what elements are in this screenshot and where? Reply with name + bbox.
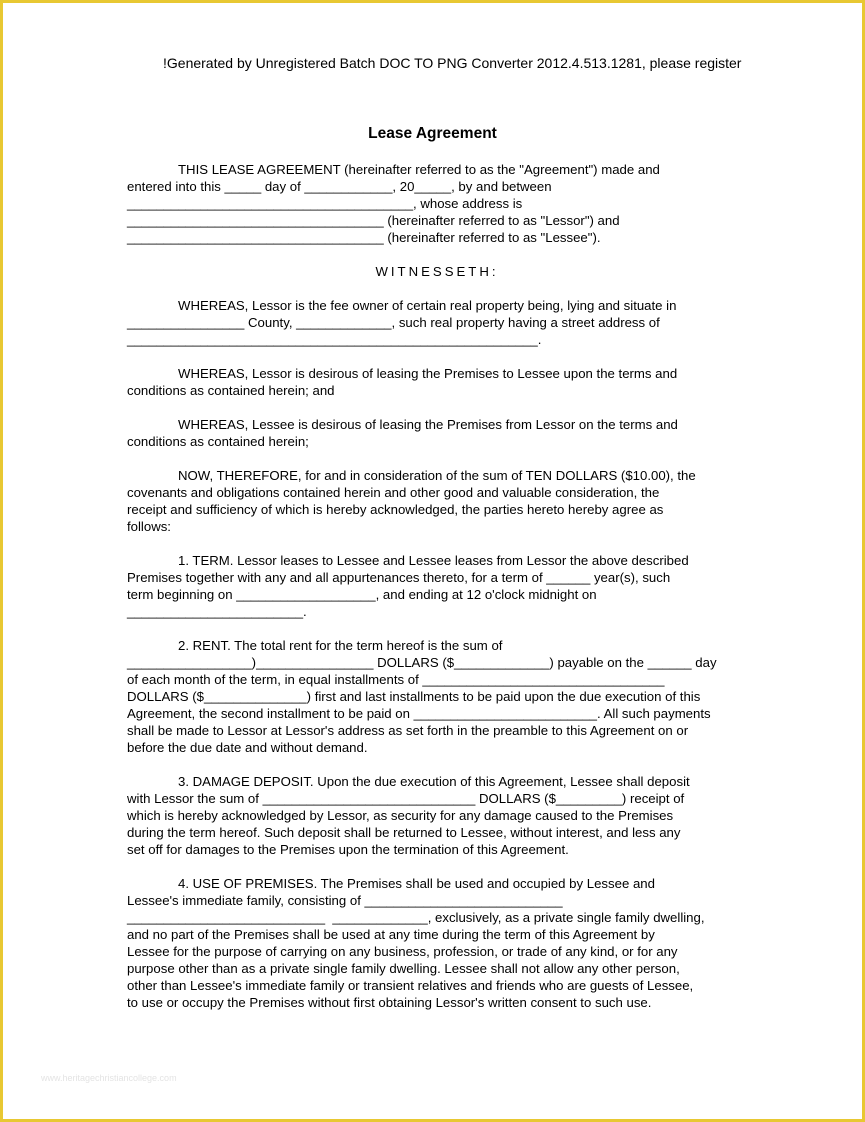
text-line: ___________________________________ (hereinafter referred to as "Lessor") and [127,213,620,228]
text-line: Lessee's immediate family, consisting of ___________________________ [127,893,563,908]
text-line: to use or occupy the Premises without first obtaining Lessor's written consent to such use. [127,995,652,1010]
text-line: conditions as contained herein; [127,434,309,449]
text-line: DOLLARS ($______________) first and last installments to be paid upon the due execution of this [127,689,701,704]
whereas-owner-paragraph [127,297,747,348]
text-line: covenants and obligations contained herein and other good and valuable consideration, the [127,485,660,500]
text-line: 2. RENT. The total rent for the term hereof is the sum of [178,638,503,653]
text-line: Agreement, the second installment to be paid on _________________________. All such payments [127,706,711,721]
whereas-lessor-paragraph [127,365,747,399]
now-therefore-paragraph [127,467,747,535]
text-line: WHEREAS, Lessor is desirous of leasing the Premises to Lessee upon the terms and [178,366,678,381]
text-line: and no part of the Premises shall be used at any time during the term of this Agreement by [127,927,655,942]
text-line: set off for damages to the Premises upon the termination of this Agreement. [127,842,569,857]
text-line: Premises together with any and all appurtenances thereto, for a term of ______ year(s), such [127,570,671,585]
text-line: other than Lessee's immediate family or transient relatives and friends who are guests of Lessee, [127,978,694,993]
text-line: ___________________________________ (hereinafter referred to as "Lessee"). [127,230,601,245]
text-line: ________________ County, _____________, such real property having a street address of [127,315,660,330]
text-line: 3. DAMAGE DEPOSIT. Upon the due execution of this Agreement, Lessee shall deposit [178,774,690,789]
text-line: with Lessor the sum of _____________________________ DOLLARS ($_________) receipt of [127,791,685,806]
text-line: WHEREAS, Lessor is the fee owner of certain real property being, lying and situate in [178,298,677,313]
text-line: shall be made to Lessor at Lessor's address as set forth in the preamble to this Agreement on or [127,723,689,738]
text-line: entered into this _____ day of ____________, 20_____, by and between [127,179,552,194]
text-line: WHEREAS, Lessee is desirous of leasing the Premises from Lessor on the terms and [178,417,678,432]
text-line: ________________________________________________________. [127,332,542,347]
text-line: ___________________________ _____________, exclusively, as a private single family dwelling, [127,910,705,925]
text-line: _________________)________________ DOLLARS ($_____________) payable on the ______ day [127,655,717,670]
text-line: receipt and sufficiency of which is hereby acknowledged, the parties hereto hereby agree as [127,502,664,517]
text-line: THIS LEASE AGREEMENT (hereinafter referred to as the "Agreement") made and [178,162,660,177]
witnesseth-heading: WITNESSETH: [375,264,499,279]
document-title: Lease Agreement [368,125,497,142]
text-line: Lessee for the purpose of carrying on any business, profession, or trade of any kind, or for any [127,944,678,959]
document-page [3,3,862,1119]
document-body [127,161,747,1028]
text-line: 1. TERM. Lessor leases to Lessee and Lessee leases from Lessor the above described [178,553,689,568]
text-line: _______________________________________, whose address is [127,196,523,211]
use-of-premises-clause [127,875,747,1011]
text-line: of each month of the term, in equal installments of _________________________________ [127,672,665,687]
text-line: NOW, THEREFORE, for and in consideration of the sum of TEN DOLLARS ($10.00), the [178,468,696,483]
text-line: term beginning on ___________________, and ending at 12 o'clock midnight on [127,587,597,602]
whereas-lessee-paragraph [127,416,747,450]
text-line: ________________________. [127,604,307,619]
text-line: before the due date and without demand. [127,740,368,755]
text-line: conditions as contained herein; and [127,383,335,398]
text-line: follows: [127,519,171,534]
preamble-paragraph [127,161,747,246]
term-clause [127,552,747,620]
damage-deposit-clause [127,773,747,858]
text-line: which is hereby acknowledged by Lessor, as security for any damage caused to the Premises [127,808,674,823]
rent-clause [127,637,747,756]
text-line: 4. USE OF PREMISES. The Premises shall be used and occupied by Lessee and [178,876,655,891]
text-line: purpose other than as a private single family dwelling. Lessee shall not allow any other person, [127,961,680,976]
text-line: during the term hereof. Such deposit shall be returned to Lessee, without interest, and less any [127,825,681,840]
converter-banner: !Generated by Unregistered Batch DOC TO PNG Converter 2012.4.513.1281, please register [163,55,742,71]
site-watermark: www.heritagechristiancollege.com [41,1073,177,1083]
